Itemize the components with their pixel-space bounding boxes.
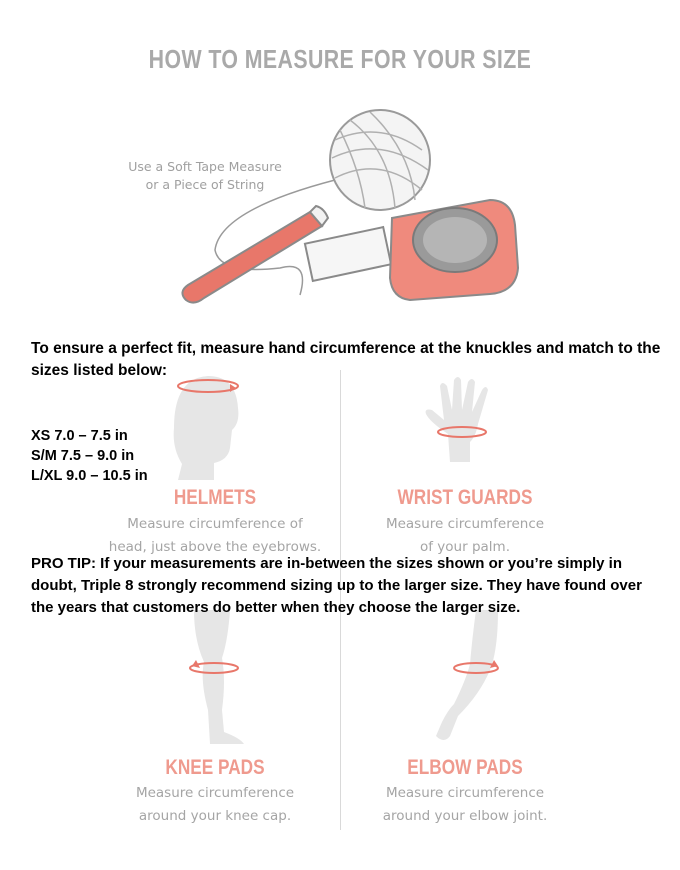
desc-line: around your knee cap. <box>138 808 292 824</box>
desc-line: around your elbow joint. <box>382 808 548 824</box>
tools-note-line1: Use a Soft Tape Measure <box>128 159 282 174</box>
category-title-wrist-guards: WRIST GUARDS <box>397 486 533 509</box>
category-title-knee-pads: KNEE PADS <box>165 756 265 779</box>
hand-icon <box>420 374 510 464</box>
desc-line: Measure circumference of <box>127 516 303 532</box>
tools-note-line2: or a Piece of String <box>145 177 265 192</box>
arm-icon <box>428 610 508 745</box>
category-title-elbow-pads: ELBOW PADS <box>407 756 523 779</box>
size-list <box>31 426 231 486</box>
tape-measure-icon <box>305 200 518 300</box>
category-desc-knee-pads <box>90 782 340 828</box>
size-item: S/M 7.5 – 9.0 in <box>31 448 135 464</box>
pro-tip-text: PRO TIP: If your measurements are in-between the sizes shown or you’re simply in doubt, Triple 8 strongly recommend sizing up to the larger size. They have found over the years that customers do better when they choose the larger size. <box>31 555 642 616</box>
desc-line: Measure circumference <box>385 785 545 801</box>
yarn-ball-icon <box>330 110 430 210</box>
category-desc-elbow-pads <box>340 782 590 828</box>
desc-line: Measure circumference <box>135 785 295 801</box>
page-title: HOW TO MEASURE FOR YOUR SIZE <box>148 44 532 74</box>
leg-icon <box>180 610 250 745</box>
category-title-helmets: HELMETS <box>173 486 257 509</box>
measuring-tools-illustration <box>160 100 540 310</box>
intro-text: To ensure a perfect fit, measure hand circumference at the knuckles and match to the sizes listed below: <box>31 340 661 379</box>
size-item: XS 7.0 – 7.5 in <box>31 428 128 444</box>
desc-line: head, just above the eyebrows. <box>108 539 322 555</box>
desc-line: Measure circumference <box>385 516 545 532</box>
size-item: L/XL 9.0 – 10.5 in <box>31 468 148 484</box>
desc-line: of your palm. <box>420 539 510 555</box>
